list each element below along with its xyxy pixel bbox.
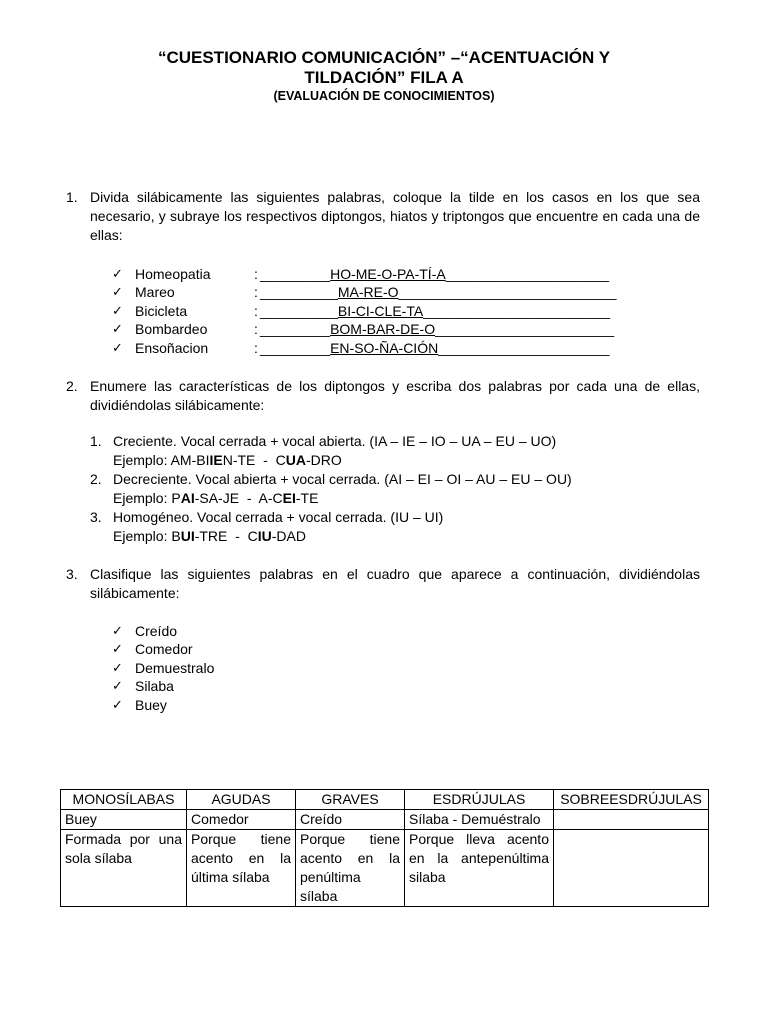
table-row xyxy=(61,830,709,907)
table-cell xyxy=(554,830,709,907)
table-cell: Creído xyxy=(296,810,405,830)
check-icon: ✓ xyxy=(112,678,123,693)
check-icon: ✓ xyxy=(112,641,123,656)
table-cell: Sílaba - Demuéstralo xyxy=(405,810,554,830)
document-title-line1: “CUESTIONARIO COMUNICACIÓN” –“ACENTUACIÓN Y xyxy=(157,48,611,67)
table-cell xyxy=(554,810,709,830)
table-header-row xyxy=(61,790,709,810)
table-header-cell: AGUDAS xyxy=(187,790,296,810)
table-header-cell: GRAVES xyxy=(296,790,405,810)
question-3-text: Clasifique las siguientes palabras en el cuadro que aparece a continuación, dividiéndolas silábicamente: xyxy=(90,566,700,601)
q1-answer: __________MA-RE-O____________________________ xyxy=(260,284,617,300)
check-icon: ✓ xyxy=(112,697,123,712)
q1-answer: __________BI-CI-CLE-TA________________________ xyxy=(260,303,611,319)
check-icon: ✓ xyxy=(112,303,123,318)
table-cell: Comedor xyxy=(187,810,296,830)
question-1-number: 1. xyxy=(66,189,78,205)
check-icon: ✓ xyxy=(112,321,123,336)
q1-word: Bombardeo xyxy=(135,321,208,337)
q1-word: Ensoñacion xyxy=(135,340,209,356)
table-header-cell: MONOSÍLABAS xyxy=(61,790,187,810)
document-subtitle: (EVALUACIÓN DE CONOCIMIENTOS) xyxy=(273,89,495,103)
table-header-cell: SOBREESDRÚJULAS xyxy=(554,790,709,810)
q1-answer: _________EN-SO-ÑA-CIÓN______________________ xyxy=(260,340,610,356)
classification-table xyxy=(60,789,709,907)
question-1-text: Divida silábicamente las siguientes palabras, coloque la tilde en los casos en los que sea necesario, y subraye los respectivos diptongos, hiatos y triptongos que encuentre en cada una de ellas: xyxy=(90,189,700,243)
check-icon: ✓ xyxy=(112,284,123,299)
table-cell: Porque tiene acento en la última sílaba xyxy=(187,830,296,907)
check-icon: ✓ xyxy=(112,623,123,638)
check-icon: ✓ xyxy=(112,660,123,675)
question-3-number: 3. xyxy=(66,566,78,582)
q1-word: Mareo xyxy=(135,284,175,300)
check-icon: ✓ xyxy=(112,266,123,281)
q1-answer: _________BOM-BAR-DE-O_______________________ xyxy=(260,321,615,337)
table-cell: Buey xyxy=(61,810,187,830)
q1-word: Homeopatia xyxy=(135,266,211,282)
q1-word: Bicicleta xyxy=(135,303,188,319)
table-header-cell: ESDRÚJULAS xyxy=(405,790,554,810)
table-cell: Porque lleva acento en la antepenúltima silaba xyxy=(405,830,554,907)
question-2-number: 2. xyxy=(66,378,78,394)
table-cell: Porque tiene acento en la penúltima sílaba xyxy=(296,830,405,907)
check-icon: ✓ xyxy=(112,340,123,355)
table-row xyxy=(61,810,709,830)
document-title-line2: TILDACIÓN” FILA A xyxy=(304,68,464,87)
question-2-text: Enumere las características de los diptongos y escriba dos palabras por cada una de ellas, dividiéndolas silábicamente: xyxy=(90,378,700,413)
q1-answer: _________HO-ME-O-PA-TÍ-A_____________________ xyxy=(260,266,610,282)
table-cell: Formada por una sola sílaba xyxy=(61,830,187,907)
